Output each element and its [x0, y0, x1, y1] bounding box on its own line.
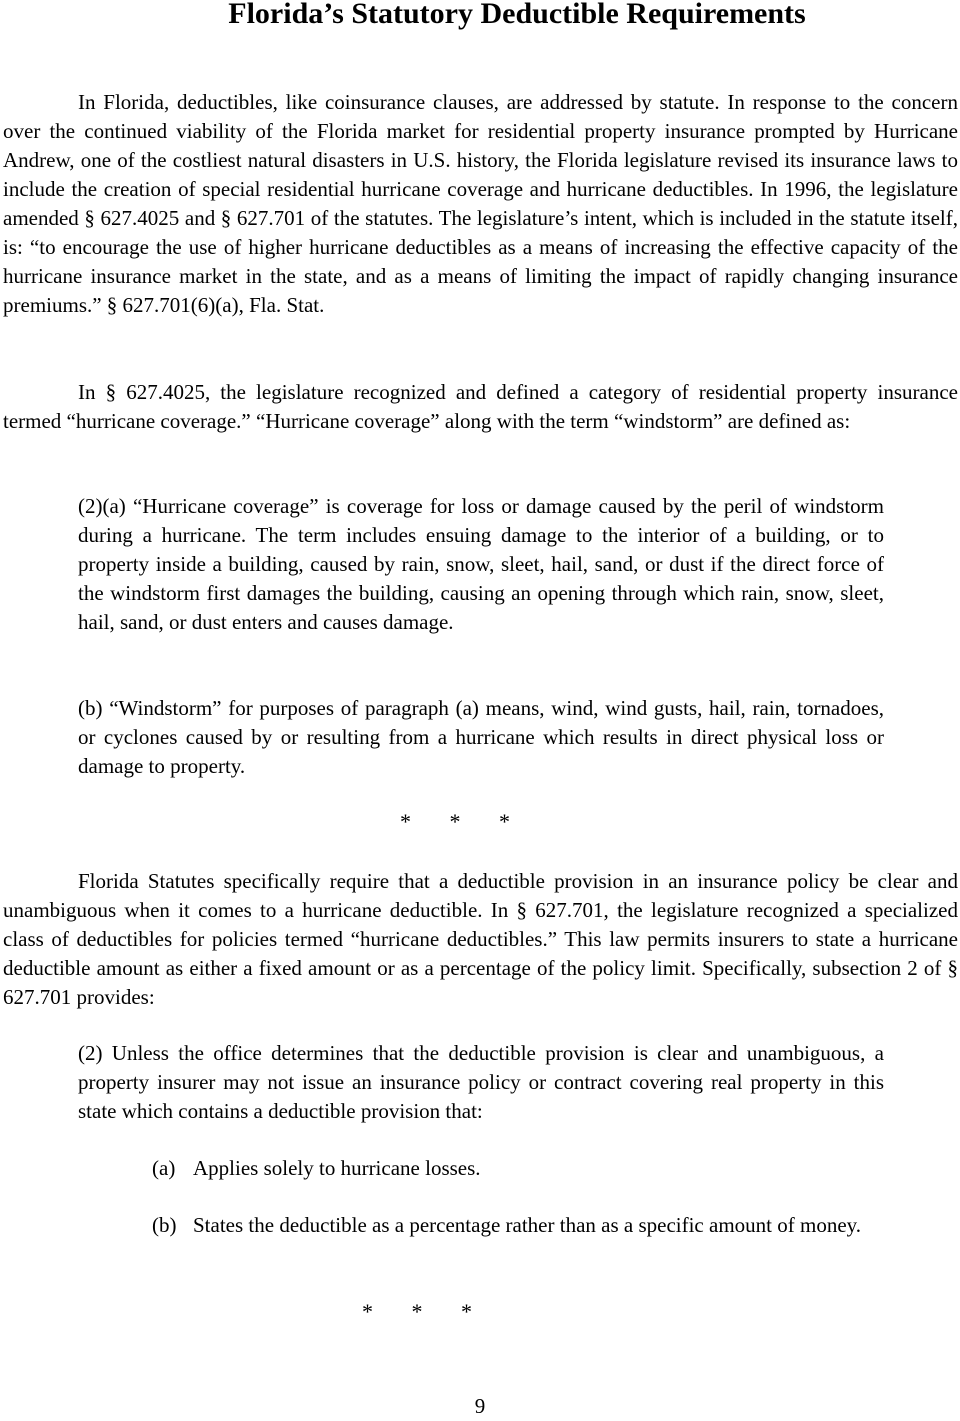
section-break-2: * * * — [362, 1299, 472, 1324]
list-item — [152, 1154, 887, 1183]
quote-hurricane-coverage: (2)(a) “Hurricane coverage” is coverage for loss or damage caused by the peril of windstorm during a hurricane. The term includes ensuing damage to the interior of a building, or to property inside a building, caused by rain, snow, sleet, hail, sand, or dust if the direct force of the windstorm first damages the building, causing an opening through which rain, snow, sleet, hail, sand, or dust enters and causes damage. — [78, 494, 884, 634]
quote-subsection-2: (2) Unless the office determines that the deductible provision is clear and unambiguous, a property insurer may not issue an insurance policy or contract covering real property in this state which contains a deductible provision that: — [78, 1041, 884, 1123]
list-item-label: (b) — [152, 1213, 177, 1237]
page-number: 9 — [474, 1394, 486, 1418]
quote-windstorm: (b) “Windstorm” for purposes of paragraph (a) means, wind, wind gusts, hail, rain, tornadoes, or cyclones caused by or resulting from a hurricane which results in direct physical loss or damage to property. — [78, 696, 884, 778]
section-break-1: * * * — [400, 809, 510, 834]
list-item — [152, 1211, 887, 1240]
paragraph-intro — [3, 88, 958, 320]
paragraph-intro-text: In Florida, deductibles, like coinsurance clauses, are addressed by statute. In response to the concern over the continued viability of the Florida market for residential property insurance prompted by Hurricane Andrew, one of the costliest natural disasters in U.S. history, the Florida legislature revised its insurance laws to include the creation of special residential hurricane coverage and hurricane deductibles. In 1996, the legislature amended § 627.4025 and § 627.701 of the statutes. The legislature’s intent, which is included in the statute itself, is: “to encourage the use of higher hurricane deductibles as a means of increasing the effective capacity of the hurricane insurance market in the state, and as a means of limiting the impact of rapidly changing insurance premiums.” § 627.701(6)(a), Fla. Stat. — [3, 90, 958, 317]
list-item-text: Applies solely to hurricane losses. — [193, 1156, 481, 1180]
paragraph-definition-intro — [3, 378, 958, 436]
page-title: Florida’s Statutory Deductible Requirements — [228, 0, 806, 30]
list-item-text: States the deductible as a percentage rather than as a specific amount of money. — [193, 1213, 862, 1237]
list-item-label: (a) — [152, 1156, 176, 1180]
paragraph-deductibles-text: Florida Statutes specifically require that a deductible provision in an insurance policy be clear and unambiguous when it comes to a hurricane deductible. In § 627.701, the legislature recognized a specialized class of deductibles for policies termed “hurricane deductibles.” This law permits insurers to state a hurricane deductible amount as either a fixed amount or as a percentage of the policy limit. Specifically, subsection 2 of § 627.701 provides: — [3, 869, 958, 1009]
paragraph-definition-intro-text: In § 627.4025, the legislature recognized and defined a category of residential property insurance termed “hurricane coverage.” “Hurricane coverage” along with the term “windstorm” are defined as: — [3, 380, 958, 433]
paragraph-deductibles — [3, 867, 958, 1012]
